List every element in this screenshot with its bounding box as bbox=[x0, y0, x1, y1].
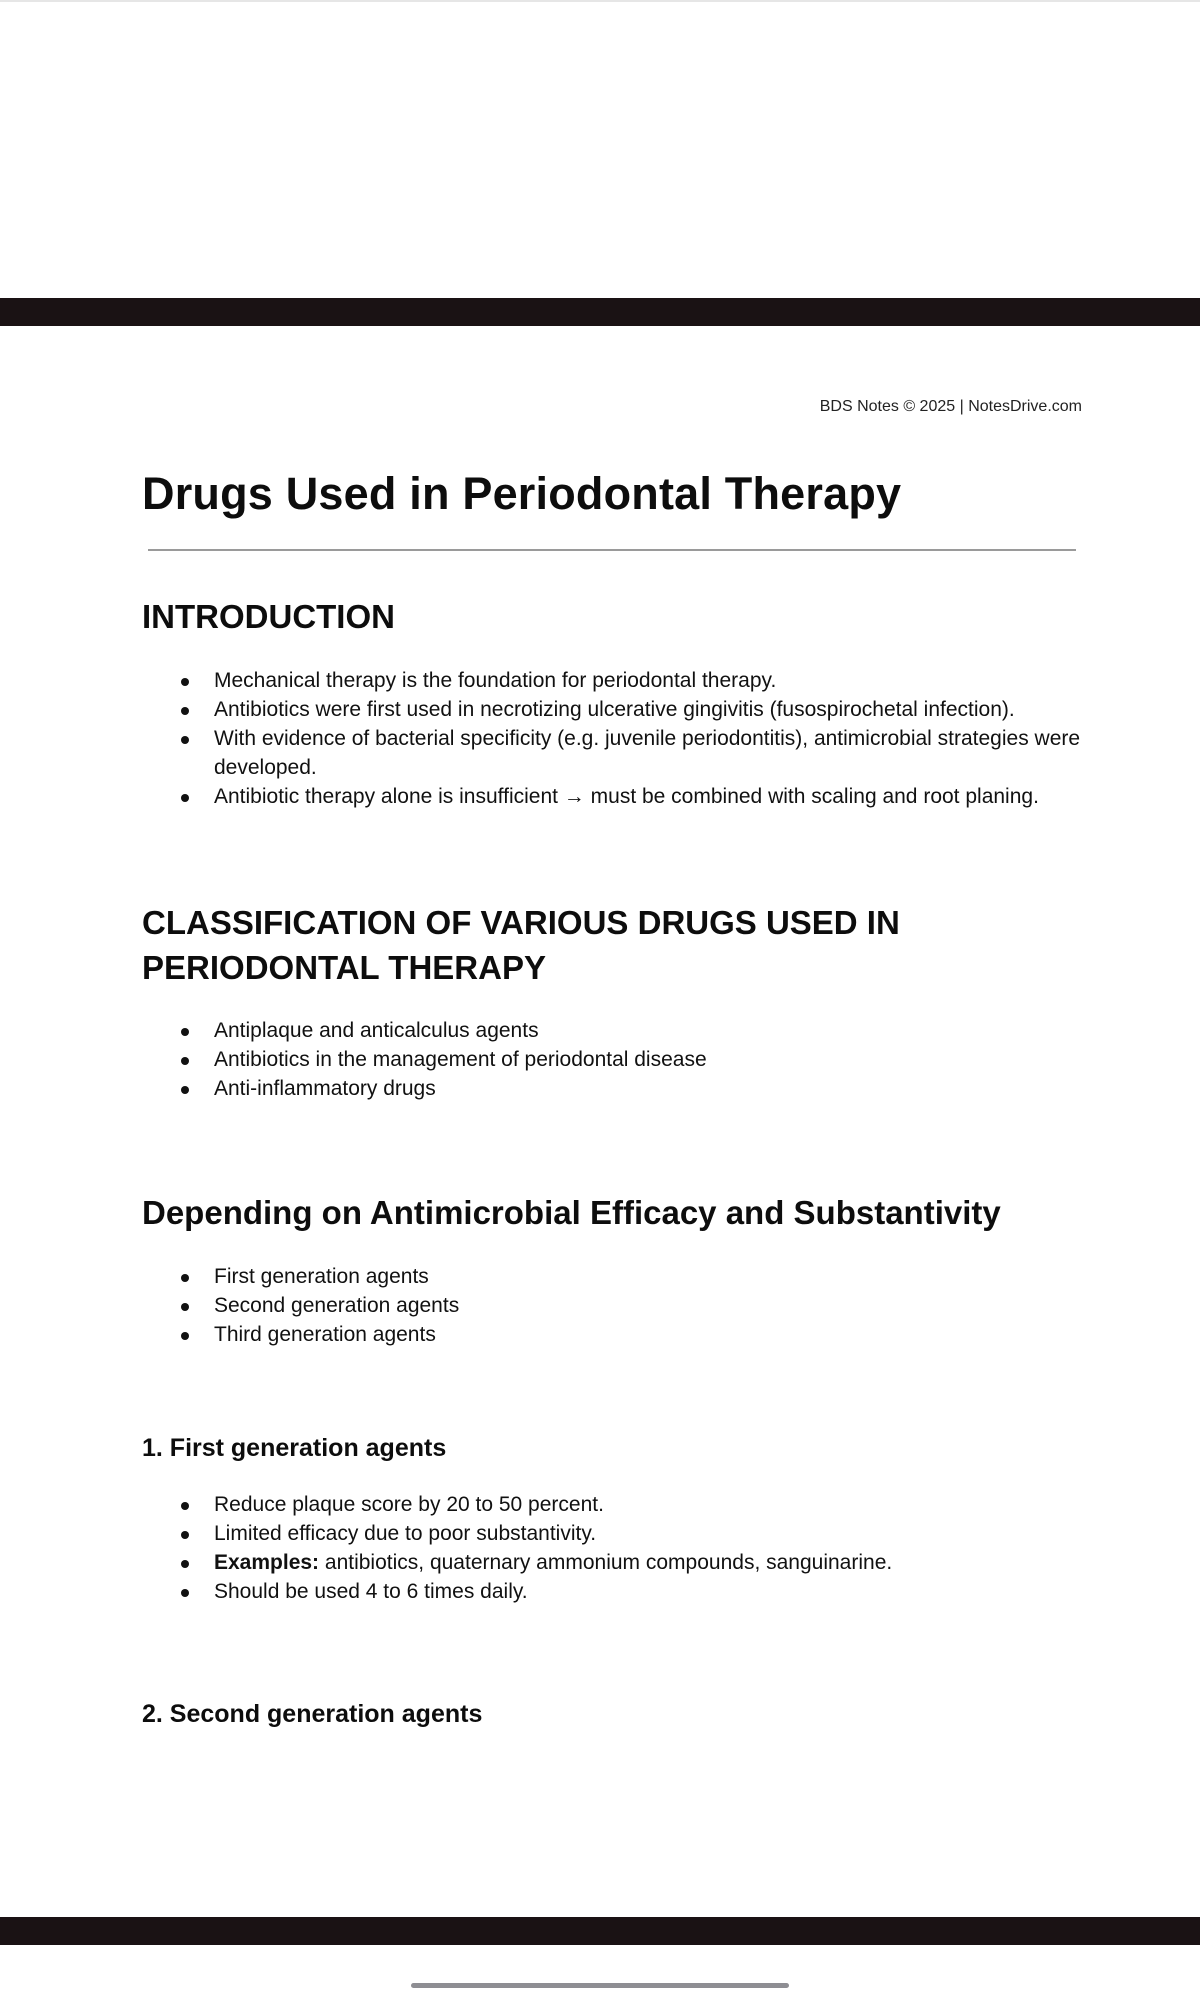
section-heading-classification bbox=[142, 900, 900, 990]
list-item: First generation agents bbox=[142, 1262, 1092, 1291]
list-item: Antiplaque and anticalculus agents bbox=[142, 1016, 1092, 1045]
classification-list bbox=[142, 1016, 1092, 1103]
list-item: Should be used 4 to 6 times daily. bbox=[142, 1577, 1092, 1606]
page-separator-bottom bbox=[0, 1917, 1200, 1945]
efficacy-list bbox=[142, 1262, 1092, 1349]
document-page[interactable] bbox=[0, 326, 1200, 1917]
list-item: Anti-inflammatory drugs bbox=[142, 1074, 1092, 1103]
subsection-heading-second-generation: 2. Second generation agents bbox=[142, 1700, 483, 1728]
list-item: Second generation agents bbox=[142, 1291, 1092, 1320]
heading-line: CLASSIFICATION OF VARIOUS DRUGS USED IN bbox=[142, 904, 900, 941]
title-divider bbox=[148, 549, 1076, 551]
section-heading-efficacy: Depending on Antimicrobial Efficacy and Substantivity bbox=[142, 1194, 1001, 1231]
heading-line: PERIODONTAL THERAPY bbox=[142, 949, 546, 986]
list-item bbox=[142, 1548, 1092, 1577]
examples-text: antibiotics, quaternary ammonium compounds, sanguinarine. bbox=[319, 1551, 893, 1574]
list-item: Third generation agents bbox=[142, 1320, 1092, 1349]
introduction-list bbox=[142, 666, 1092, 811]
subsection-heading-first-generation: 1. First generation agents bbox=[142, 1434, 447, 1462]
list-item: With evidence of bacterial specificity (e.g. juvenile periodontitis), antimicrobial strategies were developed. bbox=[142, 724, 1092, 782]
page-separator-top bbox=[0, 298, 1200, 326]
list-item: Reduce plaque score by 20 to 50 percent. bbox=[142, 1490, 1092, 1519]
top-divider bbox=[0, 0, 1200, 2]
section-heading-introduction: INTRODUCTION bbox=[142, 598, 395, 635]
examples-label: Examples: bbox=[214, 1551, 320, 1574]
page-title: Drugs Used in Periodontal Therapy bbox=[142, 468, 902, 519]
home-indicator[interactable] bbox=[411, 1983, 789, 1988]
list-item: Antibiotics in the management of periodontal disease bbox=[142, 1045, 1092, 1074]
list-item: Mechanical therapy is the foundation for periodontal therapy. bbox=[142, 666, 1092, 695]
header-note: BDS Notes © 2025 | NotesDrive.com bbox=[819, 398, 1082, 415]
list-item: Limited efficacy due to poor substantivity. bbox=[142, 1519, 1092, 1548]
list-item: Antibiotics were first used in necrotizing ulcerative gingivitis (fusospirochetal infection). bbox=[142, 695, 1092, 724]
list-item: Antibiotic therapy alone is insufficient → must be combined with scaling and root planing. bbox=[142, 782, 1092, 811]
first-generation-list bbox=[142, 1490, 1092, 1606]
